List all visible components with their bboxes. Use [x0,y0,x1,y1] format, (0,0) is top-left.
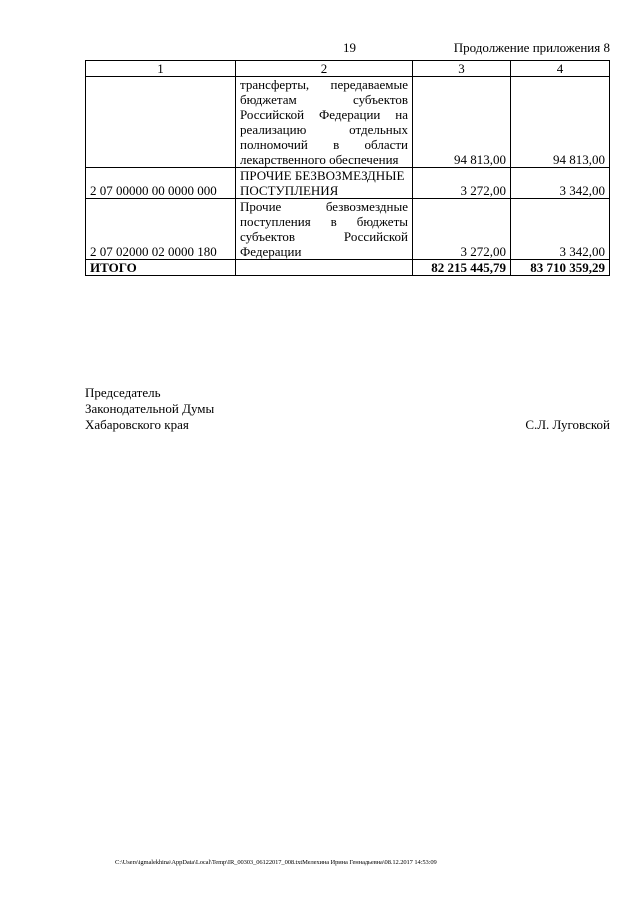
table-row [86,168,610,199]
value-year-2: 94 813,00 [511,77,610,168]
signatory-title-line-1: Председатель [85,385,161,400]
footer-file-path: C:\Users\igmalekhina\AppData\Local\Temp\IR_00303_06122017_008.txtМелехина Ирина Геннадьевна\08.12.2017 14:53:09 [115,859,437,866]
signatory-title-line-2: Законодательной Думы [85,401,215,416]
total-value-year-2: 83 710 359,29 [511,260,610,276]
column-number-2: 2 [236,61,413,77]
total-value-year-1: 82 215 445,79 [413,260,511,276]
appendix-continuation-label: Продолжение приложения 8 [453,40,610,55]
budget-description: ПРОЧИЕ БЕЗВОЗМЕЗДНЫЕ ПОСТУПЛЕНИЯ [236,168,413,199]
table-row [86,199,610,260]
value-year-1: 3 272,00 [413,168,511,199]
signatory-name: С.Л. Луговской [525,417,610,432]
column-number-4: 4 [511,61,610,77]
signatory-title-line-3: Хабаровского края [85,417,189,432]
budget-code: 2 07 02000 02 0000 180 [86,199,236,260]
value-year-1: 3 272,00 [413,199,511,260]
budget-description: трансферты, передаваемые бюджетам субъектов Российской Федерации на реализацию отдельных полномочий в области лекарственного обеспечения [236,77,413,168]
total-empty-cell [236,260,413,276]
budget-code [86,77,236,168]
column-number-3: 3 [413,61,511,77]
total-row [86,260,610,276]
page-number: 19 [343,40,356,55]
budget-description: Прочие безвозмездные поступления в бюджеты субъектов Российской Федерации [236,199,413,260]
value-year-2: 3 342,00 [511,168,610,199]
total-label: ИТОГО [86,260,236,276]
value-year-1: 94 813,00 [413,77,511,168]
column-number-row [86,61,610,77]
signature-block [85,385,214,433]
value-year-2: 3 342,00 [511,199,610,260]
budget-table [85,60,610,276]
budget-code: 2 07 00000 00 0000 000 [86,168,236,199]
column-number-1: 1 [86,61,236,77]
table-row [86,77,610,168]
